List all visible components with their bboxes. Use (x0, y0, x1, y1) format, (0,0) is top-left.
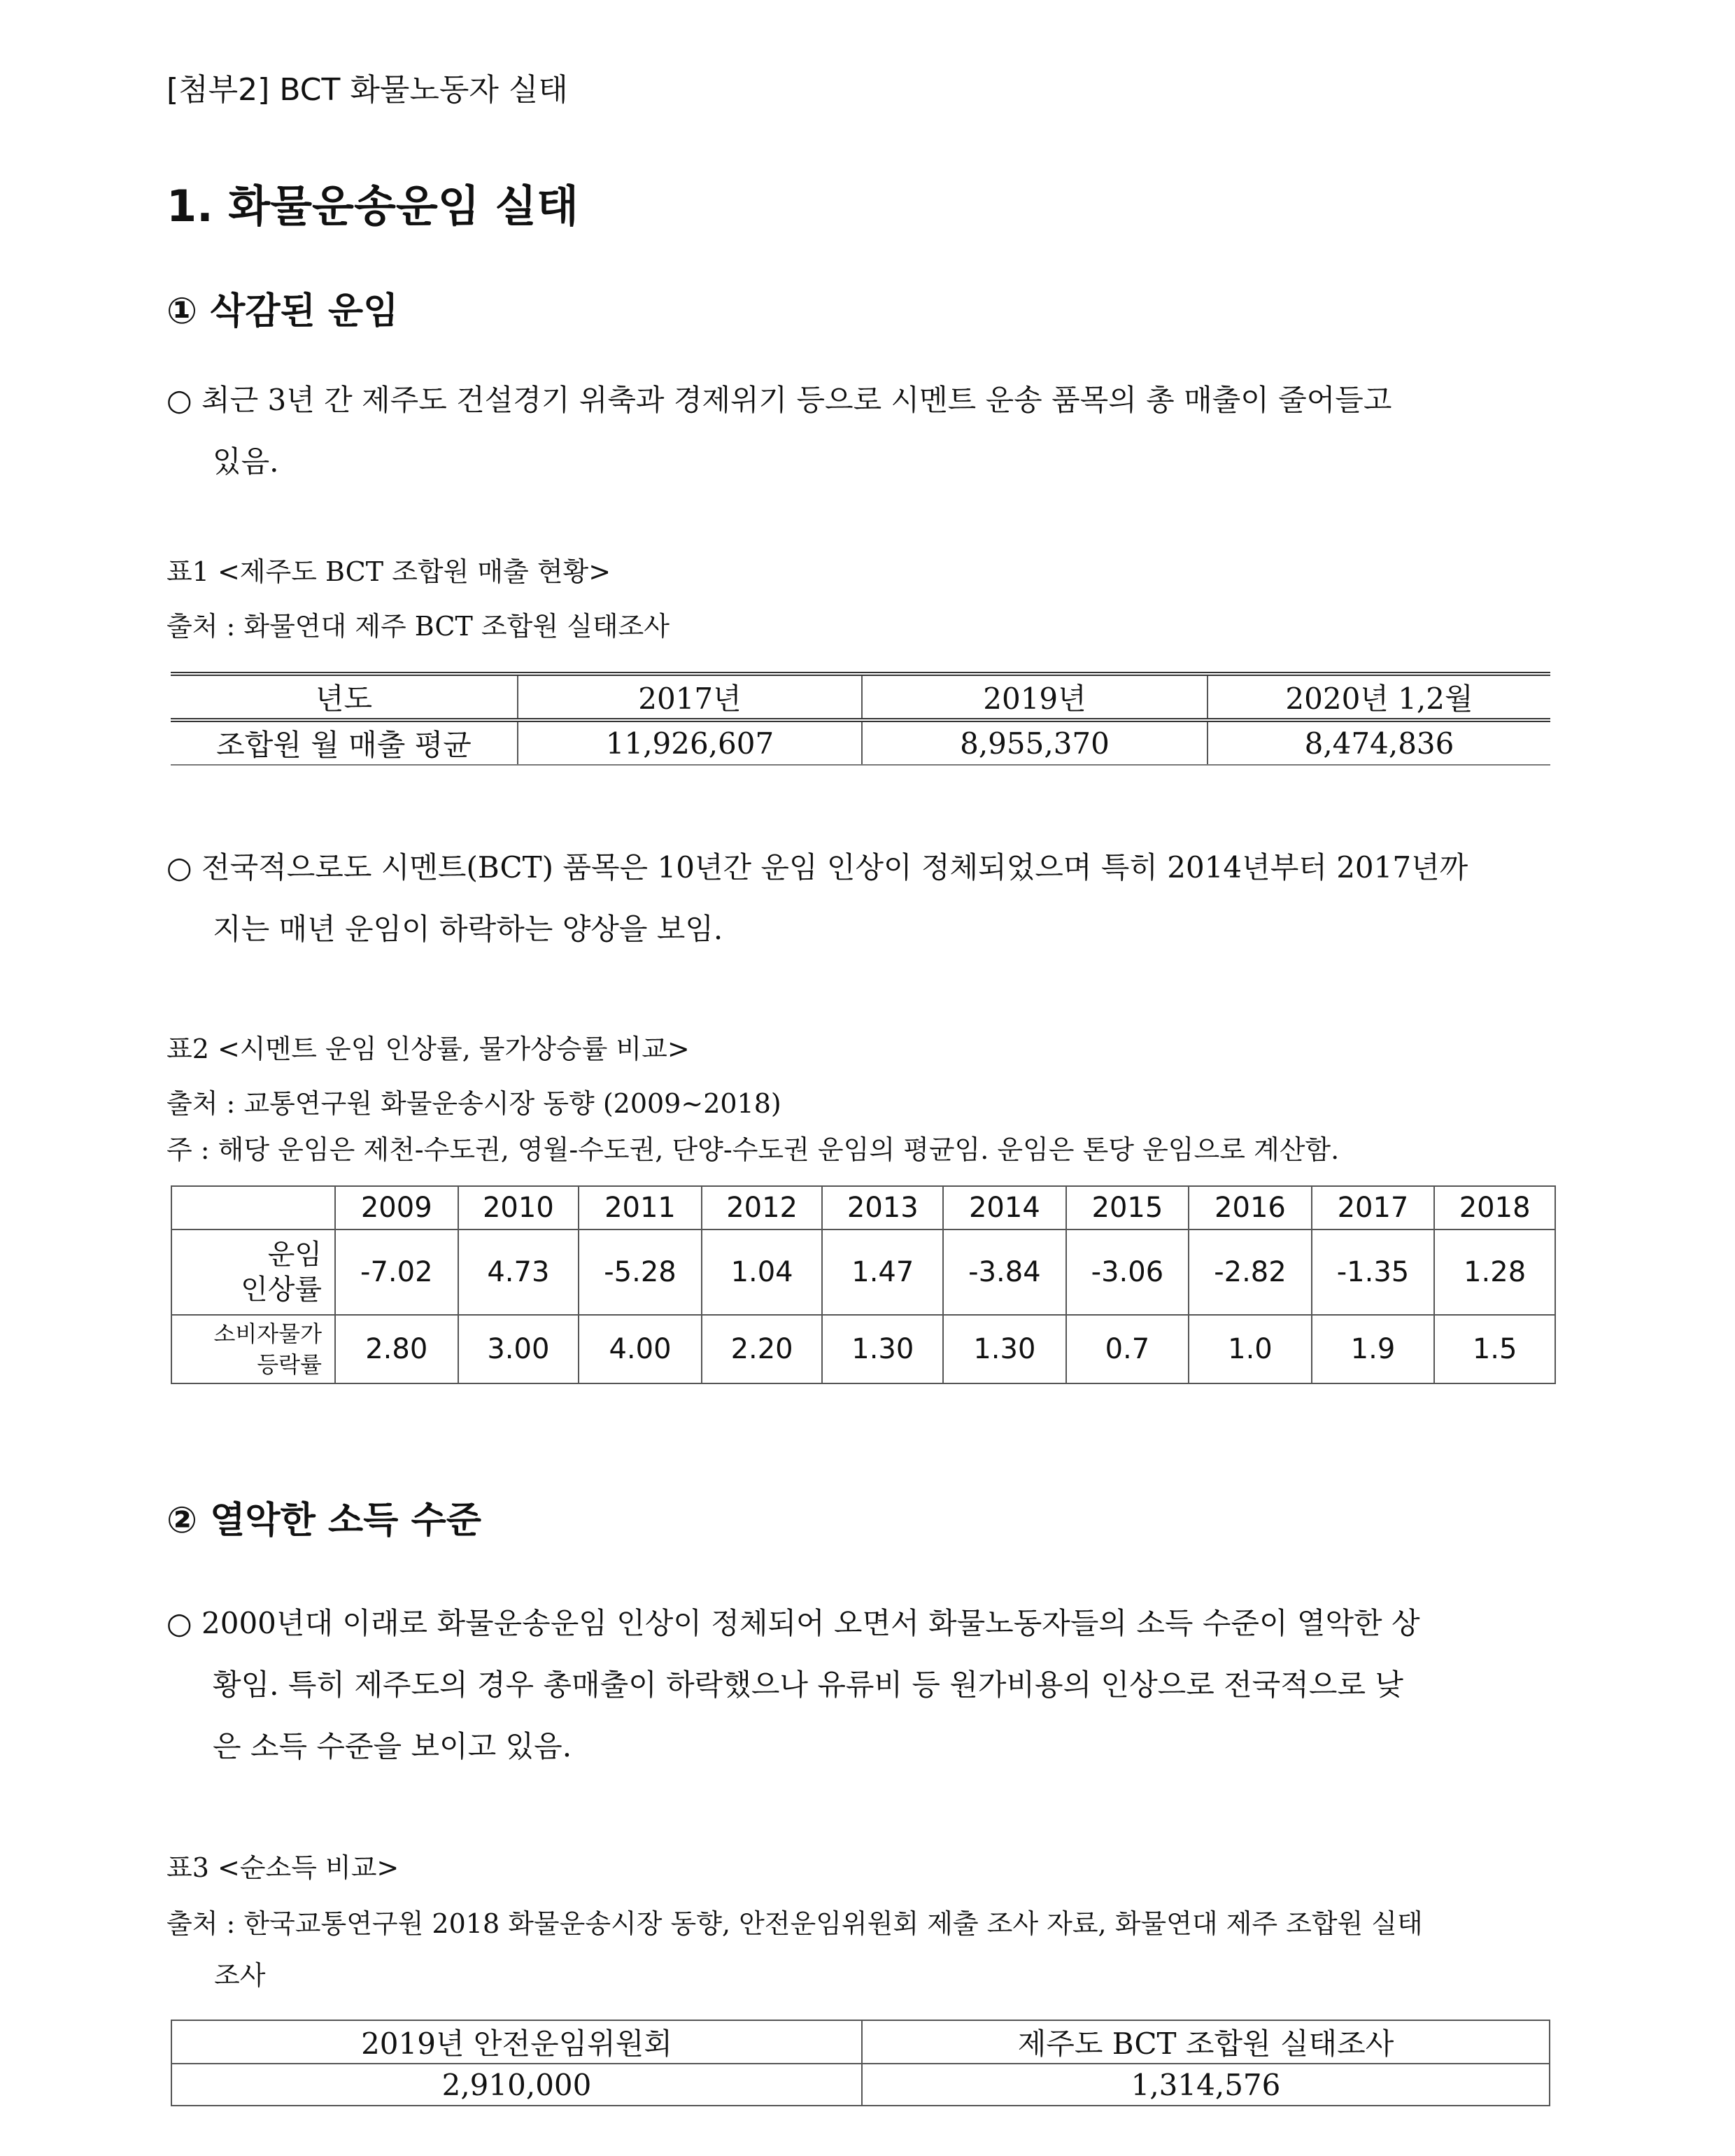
table-cell: 1.28 (1434, 1230, 1555, 1315)
table-header-cell (171, 1186, 335, 1230)
paragraph-2 (167, 837, 1573, 960)
paragraph-2-line-1: ○ 전국적으로도 시멘트(BCT) 품목은 10년간 운임 인상이 정체되었으며 특히 2014년부터 2017년까 (167, 850, 1468, 885)
table-header-cell: 년도 (171, 674, 518, 720)
table-2 (171, 1185, 1556, 1384)
table-header-cell: 제주도 BCT 조합원 실태조사 (862, 2020, 1550, 2064)
paragraph-3 (167, 1593, 1573, 1777)
table-header-row (171, 2020, 1550, 2064)
row-label-line: 운임 (267, 1239, 322, 1271)
paragraph-3-line-1: ○ 2000년대 이래로 화물운송운임 인상이 정체되어 오면서 화물노동자들의 소득 수준이 열악한 상 (167, 1606, 1420, 1640)
paragraph-3-line-2: 황임. 특히 제주도의 경우 총매출이 하락했으나 유류비 등 원가비용의 인상으로 전국적으로 낮 (213, 1668, 1403, 1702)
table-1 (171, 672, 1550, 766)
year-cell: 2017 (1312, 1186, 1435, 1230)
paragraph-1-line-2: 있음. (213, 444, 279, 479)
table-3 (171, 2020, 1550, 2106)
table2-caption: 표2 <시멘트 운임 인상률, 물가상승률 비교> (167, 1034, 690, 1064)
table-header-cell: 2019년 (862, 674, 1208, 720)
table-cell: 3.00 (458, 1315, 579, 1383)
table-cell: 1.9 (1312, 1315, 1435, 1383)
table-cell: 1.04 (702, 1230, 823, 1315)
table-cell: 1.5 (1434, 1315, 1555, 1383)
table-cell: -7.02 (335, 1230, 458, 1315)
table-cell: -1.35 (1312, 1230, 1435, 1315)
paragraph-3-line-3: 은 소득 수준을 보이고 있음. (213, 1729, 572, 1763)
table-cell: 1.47 (822, 1230, 943, 1315)
table2-source: 출처 : 교통연구원 화물운송시장 동향 (2009~2018) (167, 1088, 781, 1119)
row-label-line: 등락률 (257, 1351, 322, 1378)
row-label-line: 소비자물가 (213, 1320, 322, 1347)
table-cell: 11,926,607 (518, 720, 862, 765)
table-cell: 0.7 (1066, 1315, 1189, 1383)
year-cell: 2012 (702, 1186, 823, 1230)
table-cell: 1.0 (1189, 1315, 1312, 1383)
table-row (171, 2064, 1550, 2106)
table-row (171, 720, 1550, 765)
table3-caption: 표3 <순소득 비교> (167, 1852, 399, 1883)
table-header-cell: 2019년 안전운임위원회 (171, 2020, 862, 2064)
attachment-title: [첨부2] BCT 화물노동자 실태 (167, 72, 568, 108)
table-row (171, 1230, 1555, 1315)
table-cell: 조합원 월 매출 평균 (171, 720, 518, 765)
row-label (171, 1230, 335, 1315)
table-cell: 2.20 (702, 1315, 823, 1383)
table1-caption: 표1 <제주도 BCT 조합원 매출 현황> (167, 556, 611, 587)
table-cell: 8,955,370 (862, 720, 1208, 765)
table-header-cell: 2020년 1,2월 (1208, 674, 1550, 720)
year-cell: 2018 (1434, 1186, 1555, 1230)
year-cell: 2011 (579, 1186, 702, 1230)
subsection-title-2: ② 열악한 소득 수준 (167, 1500, 481, 1542)
table-cell: 1,314,576 (862, 2064, 1550, 2106)
table-cell: 2,910,000 (171, 2064, 862, 2106)
table1-source: 출처 : 화물연대 제주 BCT 조합원 실태조사 (167, 611, 670, 642)
year-cell: 2014 (943, 1186, 1066, 1230)
table-header-row (171, 1186, 1555, 1230)
table-cell: -2.82 (1189, 1230, 1312, 1315)
table2-note: 주 : 해당 운임은 제천-수도권, 영월-수도권, 단양-수도권 운임의 평균임. 운임은 톤당 운임으로 계산함. (167, 1134, 1340, 1165)
row-label-line: 인상률 (241, 1274, 322, 1306)
table-cell: -3.84 (943, 1230, 1066, 1315)
year-cell: 2015 (1066, 1186, 1189, 1230)
table-row (171, 1315, 1555, 1383)
section-title: 1. 화물운송운임 실태 (167, 181, 579, 232)
year-cell: 2010 (458, 1186, 579, 1230)
paragraph-1-line-1: ○ 최근 3년 간 제주도 건설경기 위축과 경제위기 등으로 시멘트 운송 품목의 총 매출이 줄어들고 (167, 383, 1392, 417)
year-cell: 2016 (1189, 1186, 1312, 1230)
table3-source-cont: 조사 (214, 1960, 266, 1991)
table-cell: 1.30 (822, 1315, 943, 1383)
table-cell: 8,474,836 (1208, 720, 1550, 765)
year-cell: 2013 (822, 1186, 943, 1230)
table-cell: 4.73 (458, 1230, 579, 1315)
year-cell: 2009 (335, 1186, 458, 1230)
table-cell: 4.00 (579, 1315, 702, 1383)
table-cell: -5.28 (579, 1230, 702, 1315)
paragraph-2-line-2: 지는 매년 운임이 하락하는 양상을 보임. (213, 912, 723, 946)
table-cell: 1.30 (943, 1315, 1066, 1383)
table-cell: -3.06 (1066, 1230, 1189, 1315)
table-cell: 2.80 (335, 1315, 458, 1383)
table3-source: 출처 : 한국교통연구원 2018 화물운송시장 동향, 안전운임위원회 제출 조사 자료, 화물연대 제주 조합원 실태 (167, 1908, 1423, 1939)
row-label (171, 1315, 335, 1383)
paragraph-1 (167, 369, 1573, 493)
table-header-row (171, 674, 1550, 720)
subsection-title-1: ① 삭감된 운임 (167, 290, 399, 332)
table-header-cell: 2017년 (518, 674, 862, 720)
